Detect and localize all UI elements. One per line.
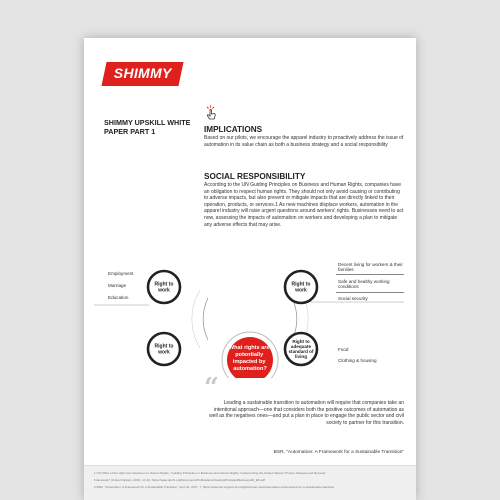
center-label-line-3: impacted by <box>232 359 266 365</box>
footnote-1: 1 UN Office of the High Commissioner on Human Rights, "Guiding Principles on Business and Human Rights: Implementing the United Nations 'Protect, Respect and Remedy' <box>94 471 326 475</box>
list-item-food: Food <box>338 347 349 352</box>
svg-text:adequate: adequate <box>290 344 312 349</box>
list-item-education: Education <box>108 295 129 300</box>
tap-hand-icon <box>204 105 218 121</box>
white-paper-page <box>84 38 416 500</box>
divider <box>336 292 404 293</box>
footnote-2: 2 BSR, "Automation: A Framework for a Sustainable Transition," April 11, 2017, 7, https://www.bsr.org/en/our-insights/report-view/automation-a-framework-for-a-sustainable-transition <box>94 485 335 489</box>
center-label-line-4: automation? <box>233 366 267 372</box>
svg-text:work: work <box>295 287 307 294</box>
svg-text:Right to: Right to <box>291 281 311 288</box>
center-label-line-2: potentially <box>235 352 264 358</box>
center-label-line-1: What rights are <box>228 345 270 351</box>
svg-text:Right to: Right to <box>292 339 310 344</box>
quote-mark: “ <box>204 373 219 403</box>
node-right-to-work-bottom-left <box>146 331 182 367</box>
svg-text:work: work <box>158 349 170 356</box>
logo-text: SHIMMY <box>113 65 172 81</box>
pull-quote: Leading a sustainable transition to automation will require that companies take an intentional approach—one that considers both the positive outcomes of automation as well as the negatives ones—and put a plan in place to engage the public sector and civil society to partner for this transition. <box>209 400 404 426</box>
svg-text:standard of: standard of <box>288 349 314 354</box>
implications-heading: IMPLICATIONS <box>204 125 263 134</box>
node-right-to-work-top-left <box>146 269 182 305</box>
social-responsibility-heading: SOCIAL RESPONSIBILITY <box>204 172 306 181</box>
shimmy-logo <box>101 62 183 86</box>
list-item-marriage: Marriage <box>108 283 127 288</box>
social-responsibility-body: According to the UN Guiding Principles on Business and Human Rights, companies have an obligation to respect human rights. They should not only avoid causing or contributing to adverse impacts, but also prevent or mitigate impacts that are directly linked to their operation, products, or services.1 As new machines displace workers, automation in the apparel industry will raise urgent questions around workers' rights. Businesses need to act now, assessing the impacts of automation on workers and developing a plan to mitigate any adverse effects that may arise. <box>204 182 404 228</box>
list-item-social-security: Social security <box>338 296 368 301</box>
divider <box>336 274 404 275</box>
paper-title: SHIMMY UPSKILL WHITE PAPER PART 1 <box>104 118 191 136</box>
list-item-decent-living: Decent living for workers & their families <box>338 262 403 272</box>
footnotes-section <box>84 465 416 500</box>
quote-attribution: BSR, "Automation: A Framework for a Sustainable Transition" <box>273 450 404 455</box>
node-right-to-work-top-right <box>283 269 319 305</box>
node-right-to-adequate-standard <box>283 331 319 367</box>
svg-text:living: living <box>295 354 307 359</box>
svg-text:What rights are potent <box>229 345 271 372</box>
list-item-clothing-housing: Clothing & housing <box>338 358 377 363</box>
implications-body: Based on our pilots, we encourage the apparel industry to proactively address the issue of automation in its value chain as both a business strategy and a social responsibility <box>204 135 404 148</box>
svg-text:Right to: Right to <box>154 281 174 288</box>
list-item-safe-conditions: Safe and healthy working conditions <box>338 279 390 289</box>
list-item-employment: Employment <box>108 271 134 276</box>
svg-text:work: work <box>158 287 170 294</box>
center-node <box>222 332 278 378</box>
svg-text:Right to: Right to <box>154 343 174 350</box>
footnote-1-cont: Framework" (United Nations, 2011), 13-16, https://www.ohchr.org/Documents/Publications/GuidingPrinciplesBusinessHR_EN.pdf <box>94 478 265 482</box>
